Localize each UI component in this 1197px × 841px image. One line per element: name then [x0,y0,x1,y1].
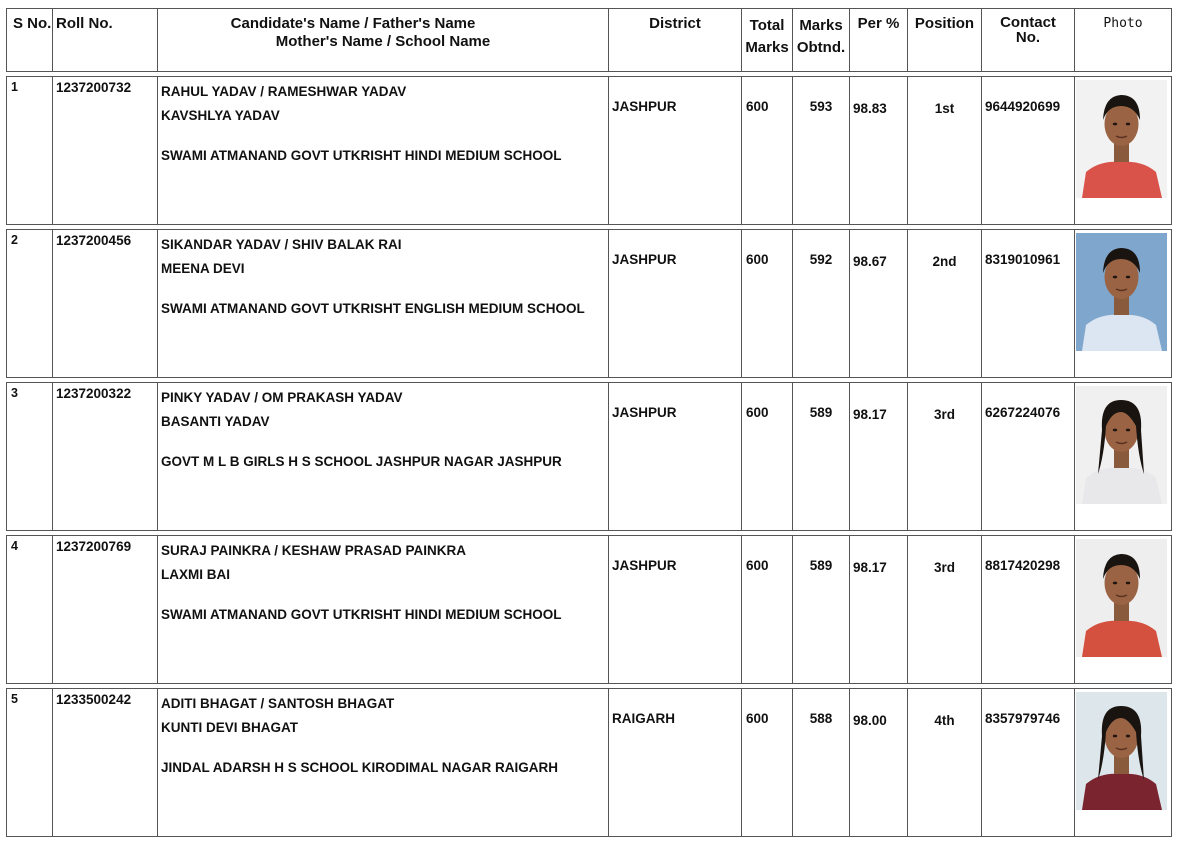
percentage: 98.67 [850,229,908,378]
header-position: Position [908,8,982,72]
header-name-line2: Mother's Name / School Name [275,33,491,50]
serial-number: 3 [6,382,53,531]
total-marks: 600 [742,688,793,837]
district: JASHPUR [609,382,742,531]
school-name: SWAMI ATMANAND GOVT UTKRISHT ENGLISH MEDIUM SCHOOL [161,301,585,316]
header-percent: Per % [850,8,908,72]
marks-obtained: 593 [793,76,850,225]
contact-number: 8319010961 [982,229,1075,378]
header-contact [982,8,1075,72]
candidate-photo [1076,80,1167,198]
roll-number: 1237200769 [53,535,158,684]
position: 3rd [908,382,982,531]
contact-number: 8817420298 [982,535,1075,684]
school-name: GOVT M L B GIRLS H S SCHOOL JASHPUR NAGAR JASHPUR [161,454,562,469]
header-row [6,8,1172,72]
candidate-photo [1076,386,1167,504]
candidate-photo [1076,539,1167,657]
school-name: JINDAL ADARSH H S SCHOOL KIRODIMAL NAGAR RAIGARH [161,760,559,775]
candidate-father-name: RAHUL YADAV / RAMESHWAR YADAV [161,84,407,99]
percentage: 98.17 [850,535,908,684]
contact-number: 9644920699 [982,76,1075,225]
header-photo: Photo [1075,8,1172,72]
marks-obtained: 588 [793,688,850,837]
header-obtained-line1: Marks [799,17,843,34]
portrait-icon [1076,233,1167,351]
photo-cell [1075,688,1172,837]
candidate-details [158,535,609,684]
position: 4th [908,688,982,837]
portrait-icon [1076,692,1167,810]
header-total [742,8,793,72]
marks-obtained: 589 [793,535,850,684]
candidate-details [158,688,609,837]
marks-obtained: 589 [793,382,850,531]
school-name: SWAMI ATMANAND GOVT UTKRISHT HINDI MEDIUM SCHOOL [161,148,562,163]
percentage: 98.83 [850,76,908,225]
total-marks: 600 [742,535,793,684]
header-total-line1: Total [749,17,785,34]
header-obtained-line2: Obtnd. [796,39,846,56]
merit-list [6,4,1172,841]
marks-obtained: 592 [793,229,850,378]
header-roll: Roll No. [53,8,158,72]
header-contact-line1: Contact [1000,14,1056,31]
candidate-father-name: ADITI BHAGAT / SANTOSH BHAGAT [161,696,395,711]
candidate-details [158,229,609,378]
contact-number: 6267224076 [982,382,1075,531]
candidate-father-name: SIKANDAR YADAV / SHIV BALAK RAI [161,237,402,252]
header-total-line2: Marks [745,39,789,56]
table-row [6,76,1172,225]
candidate-photo [1076,692,1167,810]
header-obtained [793,8,850,72]
position: 1st [908,76,982,225]
candidate-details [158,382,609,531]
header-district: District [609,8,742,72]
district: JASHPUR [609,76,742,225]
mother-name: BASANTI YADAV [161,414,270,429]
photo-cell [1075,229,1172,378]
photo-cell [1075,382,1172,531]
position: 3rd [908,535,982,684]
contact-number: 8357979746 [982,688,1075,837]
candidate-father-name: SURAJ PAINKRA / KESHAW PRASAD PAINKRA [161,543,467,558]
district: RAIGARH [609,688,742,837]
table-row [6,688,1172,837]
table-row [6,382,1172,531]
serial-number: 2 [6,229,53,378]
district: JASHPUR [609,229,742,378]
portrait-icon [1076,539,1167,657]
roll-number: 1237200732 [53,76,158,225]
district: JASHPUR [609,535,742,684]
header-name [158,8,609,72]
percentage: 98.17 [850,382,908,531]
total-marks: 600 [742,382,793,531]
candidate-details [158,76,609,225]
total-marks: 600 [742,229,793,378]
portrait-icon [1076,386,1167,504]
roll-number: 1237200456 [53,229,158,378]
serial-number: 1 [6,76,53,225]
header-name-line1: Candidate's Name / Father's Name [230,15,476,32]
table-row [6,535,1172,684]
header-contact-line2: No. [1015,29,1041,46]
serial-number: 4 [6,535,53,684]
candidate-photo [1076,233,1167,351]
photo-cell [1075,76,1172,225]
percentage: 98.00 [850,688,908,837]
school-name: SWAMI ATMANAND GOVT UTKRISHT HINDI MEDIUM SCHOOL [161,607,562,622]
serial-number: 5 [6,688,53,837]
merit-table [6,4,1172,841]
mother-name: KUNTI DEVI BHAGAT [161,720,298,735]
mother-name: LAXMI BAI [161,567,230,582]
photo-cell [1075,535,1172,684]
mother-name: MEENA DEVI [161,261,245,276]
mother-name: KAVSHLYA YADAV [161,108,280,123]
table-row [6,229,1172,378]
candidate-father-name: PINKY YADAV / OM PRAKASH YADAV [161,390,403,405]
header-sno: S No. [6,8,53,72]
roll-number: 1237200322 [53,382,158,531]
position: 2nd [908,229,982,378]
total-marks: 600 [742,76,793,225]
portrait-icon [1076,80,1167,198]
roll-number: 1233500242 [53,688,158,837]
